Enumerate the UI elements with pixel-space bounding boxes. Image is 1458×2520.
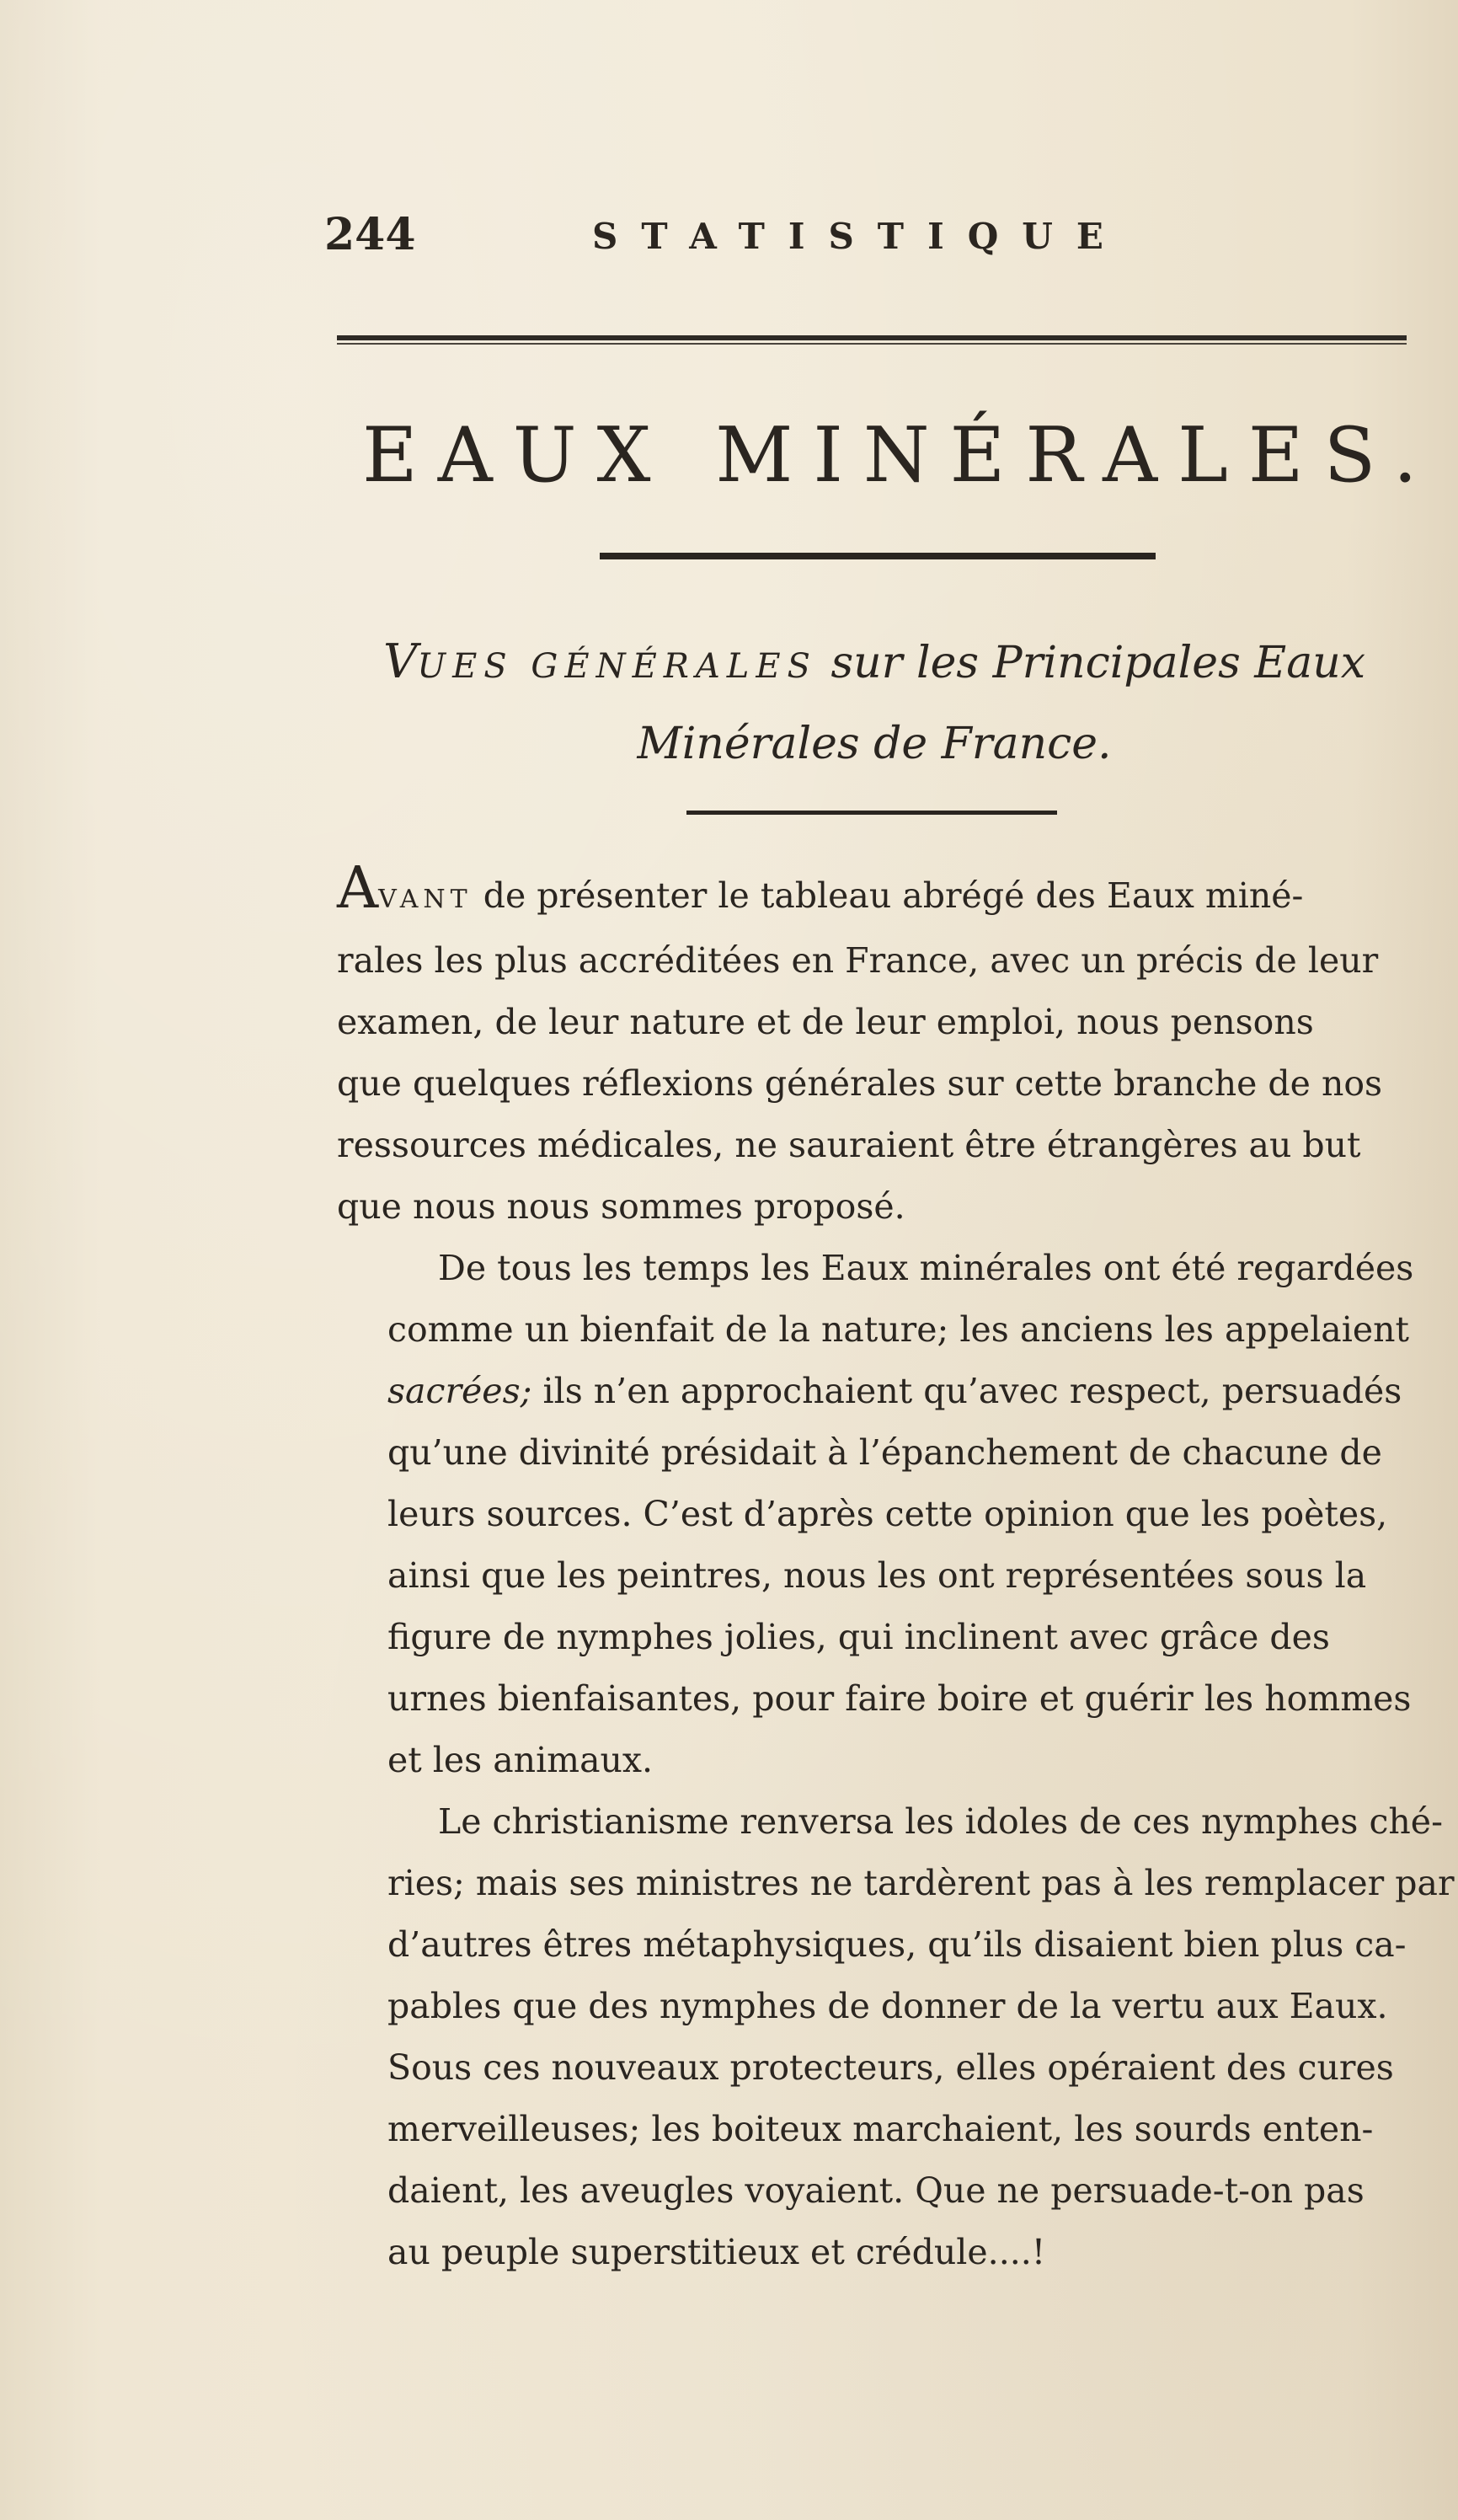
opening-caps: VANT: [378, 885, 473, 914]
running-title: STATISTIQUE: [592, 216, 1127, 257]
paragraph-2: [337, 1238, 1414, 1791]
subtitle-caps: UES GÉNÉRALES: [417, 647, 817, 686]
subtitle-line-2: Minérales de France.: [637, 719, 1112, 769]
running-head: [324, 209, 1411, 276]
text-line: et les animaux.: [387, 1740, 654, 1780]
paragraph-3: [337, 1791, 1455, 2283]
text-line: pables que des nymphes de donner de la vertu aux Eaux.: [387, 1986, 1388, 2026]
text-line: ils n’en approchaient qu’avec respect, persuadés: [531, 1371, 1402, 1411]
subtitle: [327, 623, 1422, 783]
header-rule: [337, 335, 1407, 345]
subtitle-line-1: [327, 623, 1422, 705]
text-line: ainsi que les peintres, nous les ont représentées sous la: [387, 1555, 1367, 1596]
paragraph-1: [337, 855, 1411, 1238]
italic-word: sacrées;: [387, 1371, 532, 1411]
text-line: de présenter le tableau abrégé des Eaux miné-: [472, 875, 1304, 916]
text-line: comme un bienfait de la nature; les anciens les appelaient: [387, 1309, 1409, 1350]
text-line: Le christianisme renversa les idoles de ces nymphes ché-: [438, 1801, 1443, 1842]
subtitle-rule: [686, 811, 1057, 815]
text-line: examen, de leur nature et de leur emploi, nous pensons: [337, 1002, 1314, 1042]
text-line: ressources médicales, ne sauraient être étrangères au but: [337, 1125, 1361, 1165]
text-line: De tous les temps les Eaux minérales ont été regardées: [438, 1248, 1414, 1288]
title-rule: [600, 553, 1156, 559]
text-line: urnes bienfaisantes, pour faire boire et guérir les hommes: [387, 1678, 1412, 1719]
page-number: 244: [324, 209, 416, 260]
text-line: rales les plus accréditées en France, avec un précis de leur: [337, 940, 1379, 981]
drop-cap: A: [337, 855, 379, 922]
text-line: d’autres êtres métaphysiques, qu’ils disaient bien plus ca-: [387, 1924, 1407, 1965]
paragraph-2-line-3: [337, 1361, 1411, 1422]
body-text: [337, 855, 1455, 2283]
subtitle-rest: sur les Principales Eaux: [816, 638, 1366, 688]
paragraph-1-line-1: [337, 855, 1411, 930]
text-line: daient, les aveugles voyaient. Que ne persuade-t-on pas: [387, 2170, 1365, 2211]
text-line: au peuple superstitieux et crédule....!: [387, 2232, 1046, 2272]
text-line: ries; mais ses ministres ne tardèrent pas à les remplacer par: [387, 1863, 1455, 1903]
text-line: Sous ces nouveaux protecteurs, elles opéraient des cures: [387, 2047, 1394, 2088]
text-line: leurs sources. C’est d’après cette opinion que les poètes,: [387, 1494, 1388, 1534]
text-line: figure de nymphes jolies, qui inclinent avec grâce des: [387, 1617, 1330, 1657]
text-line: que quelques réflexions générales sur cette branche de nos: [337, 1063, 1383, 1104]
section-title: EAUX MINÉRALES.: [362, 411, 1438, 500]
text-line: qu’une divinité présidait à l’épanchement de chacune de: [387, 1432, 1382, 1473]
subtitle-initial: V: [382, 634, 418, 689]
text-line: que nous nous sommes proposé.: [337, 1186, 905, 1227]
text-line: merveilleuses; les boiteux marchaient, les sourds enten-: [387, 2109, 1374, 2149]
